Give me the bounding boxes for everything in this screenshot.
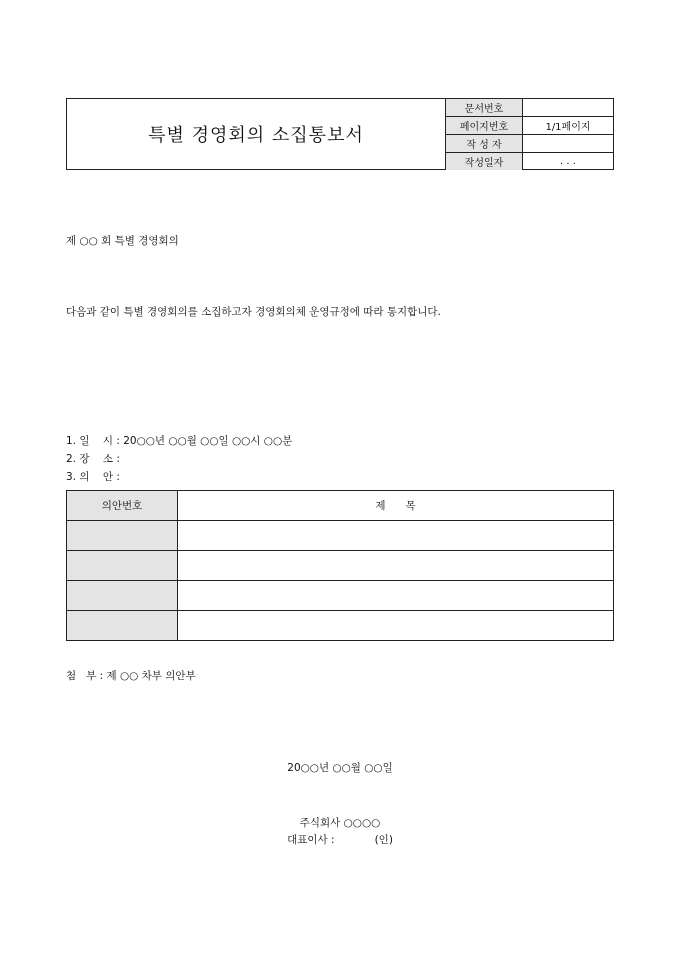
agenda-title-cell bbox=[178, 521, 614, 551]
meta-label: 페이지번호 bbox=[446, 117, 523, 135]
meta-row-doc-number bbox=[446, 99, 614, 117]
agenda-number-cell bbox=[67, 551, 178, 581]
meta-row-page-number bbox=[446, 117, 614, 135]
agenda-title-cell bbox=[178, 551, 614, 581]
agenda-number-cell bbox=[67, 611, 178, 641]
document-title: 특별 경영회의 소집통보서 bbox=[148, 125, 364, 146]
agenda-title-cell bbox=[178, 581, 614, 611]
meta-label: 작성일자 bbox=[446, 153, 523, 171]
meta-row-author bbox=[446, 135, 614, 153]
issue-date: 20○○년 ○○월 ○○일 bbox=[287, 762, 393, 774]
intro-text: 다음과 같이 특별 경영회의를 소집하고자 경영회의체 운영규정에 따라 통지합니다. bbox=[66, 306, 441, 318]
agenda-header-row bbox=[67, 491, 614, 521]
meeting-name: 제 ○○ 회 특별 경영회의 bbox=[66, 235, 179, 247]
header-box bbox=[66, 98, 614, 170]
agenda-header-title: 제 목 bbox=[178, 491, 614, 521]
attachment-line: 첨 부 : 제 ○○ 차부 의안부 bbox=[66, 670, 196, 682]
meta-row-date bbox=[446, 153, 614, 171]
agenda-header-number: 의안번호 bbox=[67, 491, 178, 521]
item-datetime: 1. 일 시 : 20○○년 ○○월 ○○일 ○○시 ○○분 bbox=[66, 435, 293, 447]
agenda-number-cell bbox=[67, 521, 178, 551]
meta-value: 1/1페이지 bbox=[523, 117, 614, 135]
table-row bbox=[67, 521, 614, 551]
meta-label: 문서번호 bbox=[446, 99, 523, 117]
table-row bbox=[67, 581, 614, 611]
company-name: 주식회사 ○○○○ bbox=[299, 817, 381, 829]
document-meta-table bbox=[445, 99, 613, 170]
table-row bbox=[67, 611, 614, 641]
item-place: 2. 장 소 : bbox=[66, 453, 120, 465]
agenda-table bbox=[66, 490, 614, 641]
item-agenda: 3. 의 안 : bbox=[66, 471, 120, 483]
agenda-title-cell bbox=[178, 611, 614, 641]
meta-value bbox=[523, 99, 614, 117]
meta-label: 작 성 자 bbox=[446, 135, 523, 153]
table-row bbox=[67, 551, 614, 581]
representative-line: 대표이사 : (인) bbox=[287, 834, 393, 846]
meta-value: . . . bbox=[523, 153, 614, 171]
agenda-number-cell bbox=[67, 581, 178, 611]
meta-value bbox=[523, 135, 614, 153]
